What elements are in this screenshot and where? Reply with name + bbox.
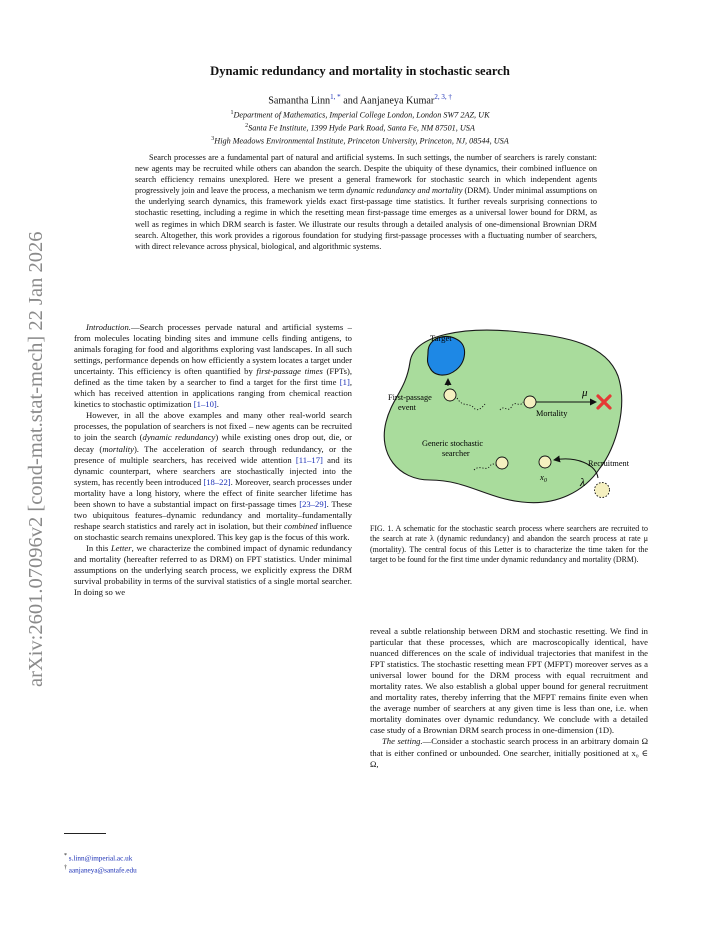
- affiliation-mark: 3: [211, 135, 215, 142]
- author-marks[interactable]: 2, 3, †: [434, 93, 452, 101]
- body-text: —Search processes pervade natural and artificial systems – from molecules locating binding sites and immune cells finding antigens, to animals foraging for food and algorithms exploring vast landscapes. In all such settings, performance depends on how efficiently a system locates a target under uncertainty. This efficiency is often quantified by: [74, 322, 352, 377]
- email-link[interactable]: s.linn@imperial.ac.uk: [68, 854, 133, 863]
- affiliation-mark: 2: [245, 122, 249, 129]
- recruitment-rate-lambda: λ: [580, 475, 586, 489]
- body-text: —Consider a stochastic search process in an arbitrary domain Ω that is either confined or unbounded. One searcher, initially positioned at x₀ ∈ Ω,: [370, 736, 648, 769]
- citation-link[interactable]: [11–17]: [295, 454, 323, 465]
- author-name: Aanjaneya Kumar: [359, 95, 435, 107]
- searcher-mortality: [524, 396, 536, 408]
- body-emphasis: combined: [283, 520, 318, 531]
- figure-1-caption: FIG. 1. A schematic for the stochastic search process where searchers are recruited to the search at rate λ (dynamic redundancy) and abandon the search process at rate μ (mortality). The central focus of this Letter is to characterize the time taken for the target to be found for the first time under dynamic redundancy and mortality (DRM).: [370, 524, 648, 564]
- searcher-recruited-ghost: [595, 483, 610, 498]
- footnotes: [64, 852, 137, 876]
- footnote-2: [64, 864, 137, 876]
- abstract-paragraph: [135, 152, 597, 252]
- body-text: and its dynamic counterpart, where searchers are stochastically injected into the system, has recently been introduced: [74, 454, 353, 487]
- footnote-1: [64, 852, 137, 864]
- citation-link[interactable]: [1]: [339, 377, 350, 388]
- arxiv-id-text: arXiv:2601.07096v2 [cond-mat.stat-mech] 22 Jan 2026: [25, 231, 47, 687]
- body-emphasis: first-passage times: [256, 366, 323, 377]
- schematic-svg: [370, 318, 648, 508]
- abstract: [135, 152, 597, 252]
- body-text: , which has received attention in applications ranging from chemical reaction kinetics to stochastic optimization: [74, 377, 353, 410]
- abstract-text: (DRM). Under minimal assumptions on the underlying search dynamics, this framework yields exact first-passage time statistics. It further reveals surprising connections to stochastic resetting, including a regime in which the resetting mean first-passage time emerges as a universal lower bound for DRM, as well as regimes in which DRM search is faster. We illustrate our results through a detailed analysis of one-dimensional Brownian DRM search. Altogether, this work provides a rigorous foundation for studying first-passage processes with a fluctuating number of searchers, with direct relevance across physical, biological, and algorithmic systems.: [135, 186, 597, 251]
- body-text: influence on stochastic search remains unexplored. This key gap is the focus of this work.: [74, 520, 352, 542]
- citation-link[interactable]: [18–22]: [203, 476, 231, 487]
- body-emphasis: dynamic redundancy: [142, 432, 216, 443]
- abstract-emphasis: dynamic redundancy and mortality: [346, 186, 463, 196]
- section-heading-introduction: Introduction.: [86, 322, 131, 332]
- initial-position-label: $x_0$: [540, 472, 547, 484]
- footnote-divider: [64, 833, 106, 834]
- section-heading-setting: The setting.: [382, 736, 423, 747]
- searcher-first-passage: [444, 389, 456, 401]
- first-passage-label-1: First-passage: [388, 393, 432, 402]
- intro-paragraph-1: [74, 322, 352, 410]
- mortality-label: Mortality: [536, 409, 568, 418]
- body-text: . Moreover, search processes under mortality have a long history, where the effect of finite searcher lifetime has been shown to have a substantial impact on first-passage times: [74, 476, 352, 509]
- citation-link[interactable]: [23–29]: [299, 498, 327, 509]
- affiliation-line: [0, 108, 720, 121]
- affiliation-line: [0, 134, 720, 147]
- footnote-mark: †: [64, 865, 67, 872]
- body-emphasis: Letter: [111, 542, 132, 553]
- affiliation-text: Department of Mathematics, Imperial College London, London SW7 2AZ, UK: [233, 110, 490, 120]
- body-paragraph-continued: reveal a subtle relationship between DRM and stochastic resetting. We find in particular that these processes, which are macroscopically identical, have nuanced differences on the scale of individual trajectories that manifest in the FPT statistics. The stochastic resetting mean FPT (MFPT) moreover serves as a universal lower bound for the DRM process with equal recruitment and mortality rates. We also establish a global upper bound for general recruitment and mortality rates, thereby inferring that the MFPT remains finite even when the average number of searchers at any given time is less than one, i.e. when mortality dominates over dynamic redundancy. We conclude with a detailed case study of a Brownian DRM search process in one-dimension (1D).: [370, 626, 648, 736]
- affiliation-text: High Meadows Environmental Institute, Princeton University, Princeton, NJ, 08544, USA: [214, 136, 509, 146]
- generic-searcher-label-2: searcher: [442, 449, 470, 458]
- body-text: . These two ubiquitous features–dynamic redundancy and mortality–fundamentally reshape search statistics and rarely act in isolation, but their: [74, 498, 352, 531]
- setting-paragraph: [370, 736, 648, 769]
- author-line: [0, 93, 720, 106]
- body-text: , we characterize the combined impact of dynamic redundancy and mortality (hereafter referred to as DRM) on FPT statistics. Under minimal assumptions on the underlying search process, we explicitly express the DRM survival probability in terms of the survival statistics of a single mortal searcher. In doing so we: [74, 542, 353, 598]
- right-column: [370, 626, 648, 770]
- intro-paragraph-2: [74, 410, 352, 543]
- body-text: ). The acceleration of search through redundancy, or the presence of multiple searchers, has received wide attention: [74, 443, 353, 465]
- affiliation-line: [0, 121, 720, 134]
- email-link[interactable]: aanjaneya@santafe.edu: [68, 866, 137, 875]
- figure-1-schematic: [370, 318, 648, 508]
- footnote-mark: *: [64, 853, 67, 859]
- author-conjunction: and: [343, 95, 358, 107]
- generic-searcher-label-1: Generic stochastic: [422, 439, 484, 448]
- recruitment-label: Recruitment: [588, 459, 630, 468]
- body-text: ) while existing ones drop out, die, or decay (: [74, 432, 353, 454]
- body-text: (FPTs), defined as the time taken by a searcher to find a target for the first time: [74, 366, 353, 388]
- affiliations: [0, 108, 720, 147]
- arxiv-stamp-svg: [10, 220, 54, 690]
- left-column: [74, 322, 352, 598]
- author-name: Samantha Linn: [268, 95, 331, 107]
- affiliation-mark: 1: [230, 110, 234, 116]
- body-text: .: [216, 399, 219, 410]
- mortality-rate-mu: μ: [582, 387, 588, 399]
- searcher-generic: [496, 457, 508, 469]
- body-emphasis: mortality: [102, 443, 134, 454]
- citation-link[interactable]: [1–10]: [193, 399, 217, 410]
- search-domain-blob: [384, 330, 621, 503]
- intro-paragraph-3: [74, 543, 352, 598]
- searcher-initial: [539, 456, 551, 468]
- target-label: Target: [430, 333, 452, 343]
- author-marks[interactable]: 1, *: [330, 93, 341, 101]
- first-passage-label-2: event: [398, 403, 416, 412]
- body-text: However, in all the above examples and many other real-world search processes, the population of searchers is not fixed – new agents can be recruited to join the search (: [74, 410, 352, 443]
- arxiv-identifier-stamp: [10, 220, 54, 690]
- affiliation-text: Santa Fe Institute, 1399 Hyde Park Road, Santa Fe, NM 87501, USA: [248, 123, 475, 133]
- body-text: In this: [86, 542, 109, 553]
- paper-title: Dynamic redundancy and mortality in stochastic search: [210, 64, 510, 78]
- abstract-text: Search processes are a fundamental part of natural and artificial systems. In such settings, the number of searchers is rarely constant: new agents may be recruited while others can abandon the search. Despite the ubiquity of these dynamics, their combined influence on search efficiency remains unexplored. Here we present a general framework for stochastic search in which independent agents progressively join and leave the process, a mechanism we term: [135, 153, 597, 196]
